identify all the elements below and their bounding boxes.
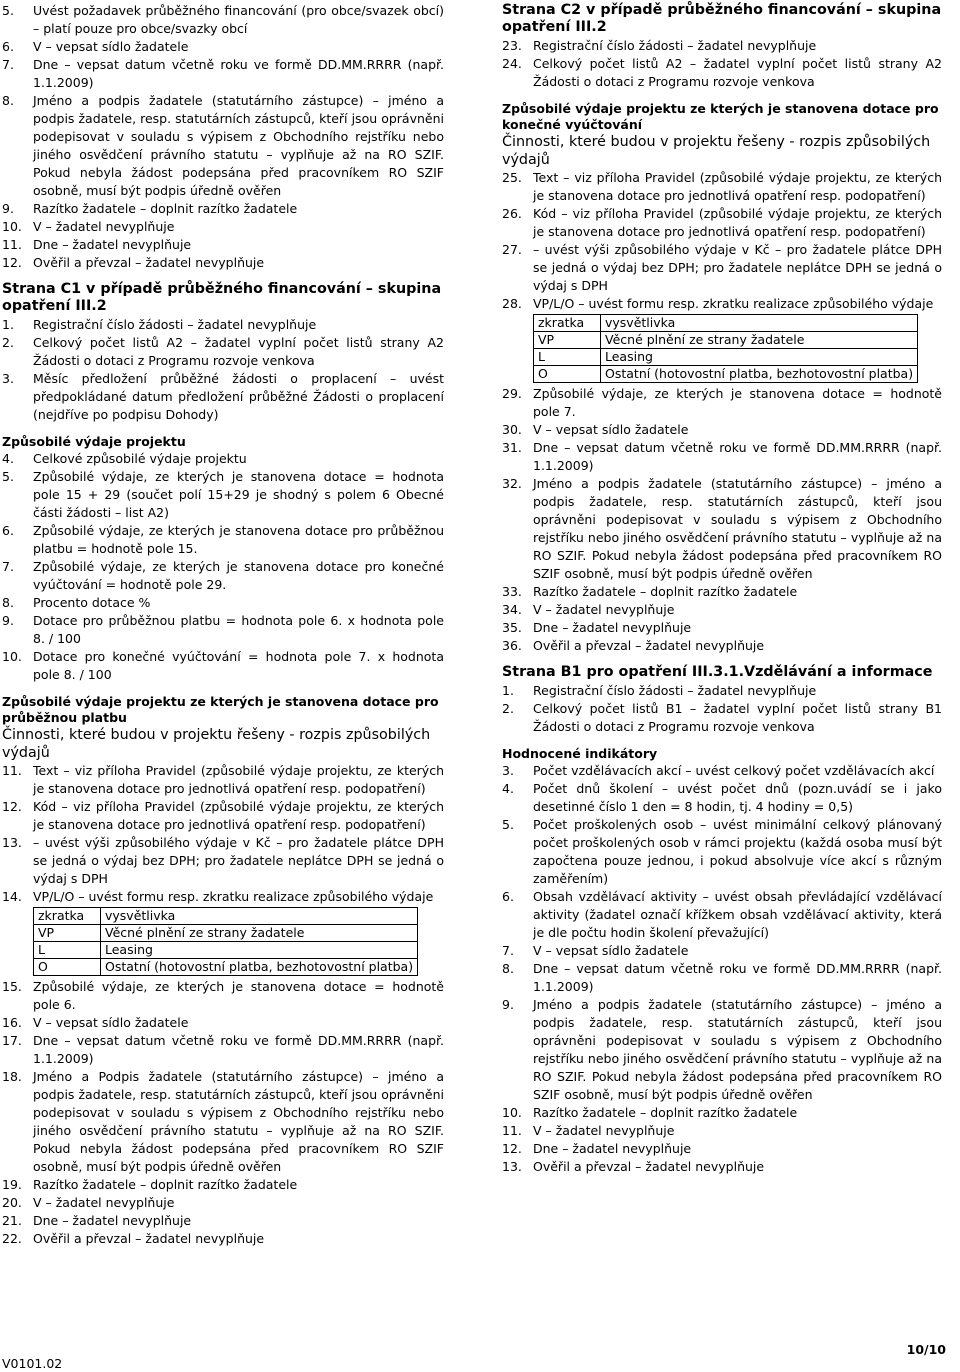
- item-number: 19.: [2, 1177, 22, 1192]
- table-cell: VP: [534, 332, 601, 349]
- item-number: 27.: [502, 242, 522, 257]
- item-text: Uvést požadavek průběžného financování (pro obce/svazek obcí) – platí pouze pro obce/svazky obcí: [33, 3, 444, 36]
- item-text: V – žadatel nevyplňuje: [33, 1195, 175, 1210]
- item-number: 12.: [2, 799, 22, 814]
- item-text: Dne – vepsat datum včetně roku ve formě DD.MM.RRRR (např. 1.1.2009): [533, 961, 942, 994]
- item-text: Razítko žadatele – doplnit razítko žadatele: [33, 201, 298, 216]
- item-number: 23.: [502, 38, 522, 53]
- list-item: [2, 1230, 444, 1248]
- item-number: 25.: [502, 170, 522, 185]
- item-text: Text – viz příloha Pravidel (způsobilé výdaje projektu, ze kterých je stanovena dotace pro jednotlivá opatření resp. podopatření): [533, 170, 942, 203]
- table-row: [534, 332, 918, 349]
- item-number: 10.: [2, 219, 22, 234]
- abbreviation-table: [533, 314, 918, 383]
- list-item: [2, 1176, 444, 1194]
- item-text: Jméno a podpis žadatele (statutárního zástupce) – jméno a podpis žadatele, resp. statutárních zástupců, kteří jsou oprávněni podepisovat v souladu s výpisem z Obchodního rejstříku nebo jiného osvědčení právního statutu – vyplňuje až na RO SZIF. Pokud nebyla žádost podepsána před pracovníkem RO SZIF osobně, musí být podpis úředně ověřen: [533, 476, 942, 581]
- list-item: [502, 439, 942, 475]
- list-item: [2, 594, 444, 612]
- item-text: V – žadatel nevyplňuje: [33, 219, 175, 234]
- item-number: 29.: [502, 386, 522, 401]
- item-text: V – žadatel nevyplňuje: [533, 602, 675, 617]
- item-number: 3.: [2, 371, 14, 386]
- list-item: [2, 1068, 444, 1176]
- list-item: [502, 583, 942, 601]
- list-item: [502, 421, 942, 439]
- item-number: 28.: [502, 296, 522, 311]
- item-number: 4.: [2, 451, 14, 466]
- item-text: Ověřil a převzal – žadatel nevyplňuje: [533, 638, 765, 653]
- list-item: [2, 798, 444, 834]
- subsection-heading: Způsobilé výdaje projektu ze kterých je stanovena dotace pro průběžnou platbu: [2, 694, 439, 725]
- section-heading: Strana C1 v případě průběžného financování – skupina opatření III.2: [2, 281, 442, 314]
- table-header-cell: zkratka: [34, 908, 101, 925]
- list-item: [2, 218, 444, 236]
- item-text: Celkový počet listů A2 – žadatel vyplní počet listů strany A2 Žádosti o dotaci z Programu rozvoje venkova: [533, 56, 942, 89]
- list-item: [502, 762, 942, 780]
- list-item: [502, 385, 942, 421]
- list-item: [502, 475, 942, 583]
- item-number: 11.: [2, 237, 22, 252]
- item-number: 18.: [2, 1069, 22, 1084]
- item-number: 13.: [502, 1159, 522, 1174]
- item-number: 8.: [2, 93, 14, 108]
- table-header-row: [34, 908, 418, 925]
- item-number: 10.: [502, 1105, 522, 1120]
- table-cell: Věcné plnění ze strany žadatele: [601, 332, 918, 349]
- item-number: 36.: [502, 638, 522, 653]
- list-item: [2, 1212, 444, 1230]
- item-number: 1.: [2, 317, 14, 332]
- item-number: 34.: [502, 602, 522, 617]
- item-number: 12.: [2, 255, 22, 270]
- item-text: Dne – žadatel nevyplňuje: [33, 237, 192, 252]
- list-item: [2, 2, 444, 38]
- table-header-cell: zkratka: [534, 315, 601, 332]
- item-number: 5.: [2, 3, 14, 18]
- table-row: [34, 942, 418, 959]
- list-item: [502, 601, 942, 619]
- item-text: Registrační číslo žádosti – žadatel nevyplňuje: [33, 317, 317, 332]
- item-text: Celkový počet listů A2 – žadatel vyplní počet listů strany A2 Žádosti o dotaci z Programu rozvoje venkova: [33, 335, 444, 368]
- item-text: Dne – žadatel nevyplňuje: [533, 1141, 692, 1156]
- item-number: 5.: [502, 817, 514, 832]
- item-number: 4.: [502, 781, 514, 796]
- list-item: [502, 996, 942, 1104]
- item-text: Jméno a podpis žadatele (statutárního zástupce) – jméno a podpis žadatele, resp. statutárních zástupců, kteří jsou oprávněni podepisovat v souladu s výpisem z Obchodního rejstříku nebo jiného osvědčení právního statutu – vyplňuje až na RO SZIF. Pokud nebyla žádost podepsána před pracovníkem RO SZIF osobně, musí být podpis úředně ověřen: [33, 93, 444, 198]
- table-header-row: [534, 315, 918, 332]
- list-item: [502, 1140, 942, 1158]
- item-number: 32.: [502, 476, 522, 491]
- item-text: Ověřil a převzal – žadatel nevyplňuje: [33, 255, 265, 270]
- item-text: Kód – viz příloha Pravidel (způsobilé výdaje projektu, ze kterých je stanovena dotace pro jednotlivá opatření resp. podopatření): [533, 206, 942, 239]
- item-text: Razítko žadatele – doplnit razítko žadatele: [533, 1105, 798, 1120]
- list-item: [2, 200, 444, 218]
- item-text: VP/L/O – uvést formu resp. zkratku realizace způsobilého výdaje: [33, 889, 434, 904]
- list-item: [502, 816, 942, 888]
- item-text: Razítko žadatele – doplnit razítko žadatele: [33, 1177, 298, 1192]
- version-label: V0101.02: [2, 1356, 63, 1371]
- table-row: [34, 925, 418, 942]
- list-item: [502, 205, 942, 241]
- table-cell: Ostatní (hotovostní platba, bezhotovostní platba): [601, 366, 918, 383]
- list-item: [502, 700, 942, 736]
- item-number: 26.: [502, 206, 522, 221]
- list-item: [2, 370, 444, 424]
- item-number: 11.: [2, 763, 22, 778]
- list-item: [2, 92, 444, 200]
- item-text: V – žadatel nevyplňuje: [533, 1123, 675, 1138]
- list-item: [2, 888, 444, 906]
- list-item: [2, 450, 444, 468]
- item-text: V – vepsat sídlo žadatele: [33, 1015, 189, 1030]
- item-text: – uvést výši způsobilého výdaje v Kč – pro žadatele plátce DPH se jedná o výdaj bez DPH; pro žadatele neplátce DPH se jedná o výdaj s DPH: [533, 242, 942, 293]
- list-item: [2, 522, 444, 558]
- item-text: Razítko žadatele – doplnit razítko žadatele: [533, 584, 798, 599]
- item-number: 22.: [2, 1231, 22, 1246]
- right-column: [502, 2, 942, 1176]
- item-number: 12.: [502, 1141, 522, 1156]
- table-cell: O: [34, 959, 101, 976]
- item-text: Měsíc předložení průběžné žádosti o proplacení – uvést předpokládané datum předložení průběžné Žádosti o proplacení (nejdříve po podpisu Dohody): [33, 371, 444, 422]
- item-text: Text – viz příloha Pravidel (způsobilé výdaje projektu, ze kterých je stanovena dotace pro jednotlivá opatření resp. podopatření): [33, 763, 444, 796]
- list-item: [2, 1014, 444, 1032]
- item-number: 9.: [2, 201, 14, 216]
- item-text: Registrační číslo žádosti – žadatel nevyplňuje: [533, 683, 817, 698]
- item-text: Způsobilé výdaje, ze kterých je stanovena dotace = hodnotě pole 6.: [33, 979, 444, 1012]
- item-text: Dotace pro konečné vyúčtování = hodnota pole 7. x hodnota pole 8. / 100: [33, 649, 444, 682]
- item-text: Dotace pro průběžnou platbu = hodnota pole 6. x hodnota pole 8. / 100: [33, 613, 444, 646]
- list-item: [2, 558, 444, 594]
- left-column: [2, 2, 444, 1248]
- list-item: [2, 468, 444, 522]
- list-item: [502, 1122, 942, 1140]
- list-item: [2, 236, 444, 254]
- list-item: [2, 254, 444, 272]
- list-item: [2, 316, 444, 334]
- item-text: Dne – vepsat datum včetně roku ve formě DD.MM.RRRR (např. 1.1.2009): [533, 440, 942, 473]
- subsection-heading: Způsobilé výdaje projektu: [2, 434, 186, 449]
- list-item: [502, 295, 942, 313]
- item-number: 7.: [2, 559, 14, 574]
- activities-heading: Činnosti, které budou v projektu řešeny - rozpis způsobilých výdajů: [2, 727, 431, 761]
- item-number: 8.: [2, 595, 14, 610]
- item-number: 31.: [502, 440, 522, 455]
- list-item: [502, 1104, 942, 1122]
- table-cell: Ostatní (hotovostní platba, bezhotovostní platba): [101, 959, 418, 976]
- list-item: [2, 648, 444, 684]
- item-number: 15.: [2, 979, 22, 994]
- abbreviation-table: [33, 907, 418, 976]
- item-number: 13.: [2, 835, 22, 850]
- list-item: [502, 37, 942, 55]
- list-item: [2, 1194, 444, 1212]
- section-heading: Strana B1 pro opatření III.3.1.Vzdělávání a informace: [502, 664, 933, 680]
- item-text: Způsobilé výdaje, ze kterých je stanovena dotace pro konečné vyúčtování = hodnotě pole 29.: [33, 559, 444, 592]
- list-item: [2, 56, 444, 92]
- item-text: Způsobilé výdaje, ze kterých je stanovena dotace = hodnotě pole 7.: [533, 386, 942, 419]
- list-item: [502, 169, 942, 205]
- item-number: 6.: [502, 889, 514, 904]
- item-number: 21.: [2, 1213, 22, 1228]
- item-number: 2.: [502, 701, 514, 716]
- item-number: 33.: [502, 584, 522, 599]
- list-item: [2, 762, 444, 798]
- list-item: [502, 960, 942, 996]
- table-cell: Leasing: [101, 942, 418, 959]
- table-cell: L: [34, 942, 101, 959]
- item-text: Jméno a Podpis žadatele (statutárního zástupce) – jméno a podpis žadatele, resp. statutárních zástupců, kteří jsou oprávněni podepisovat v souladu s výpisem z Obchodního rejstříku nebo jiného osvědčení právního statutu – vyplňuje až na RO SZIF. Pokud nebyla žádost podepsána před pracovníkem RO SZIF osobně, musí být podpis úředně ověřen: [33, 1069, 444, 1174]
- activities-heading: Činnosti, které budou v projektu řešeny - rozpis způsobilých výdajů: [502, 134, 931, 168]
- item-text: V – vepsat sídlo žadatele: [33, 39, 189, 54]
- item-number: 5.: [2, 469, 14, 484]
- list-item: [502, 55, 942, 91]
- item-number: 7.: [2, 57, 14, 72]
- item-text: VP/L/O – uvést formu resp. zkratku realizace způsobilého výdaje: [533, 296, 934, 311]
- item-number: 6.: [2, 523, 14, 538]
- table-header-cell: vysvětlivka: [101, 908, 418, 925]
- item-text: Počet proškolených osob – uvést minimální celkový plánovaný počet proškolených osob v rámci projektu (každá osoba musí být započtena pouze jednou, i pokud absolvuje více akcí s různým zaměřením): [533, 817, 942, 886]
- page-number: 10/10: [906, 1342, 946, 1357]
- list-item: [502, 637, 942, 655]
- list-item: [502, 1158, 942, 1176]
- item-text: V – vepsat sídlo žadatele: [533, 422, 689, 437]
- list-item: [2, 834, 444, 888]
- item-number: 10.: [2, 649, 22, 664]
- list-item: [502, 942, 942, 960]
- item-text: Dne – žadatel nevyplňuje: [533, 620, 692, 635]
- item-number: 9.: [502, 997, 514, 1012]
- list-item: [502, 682, 942, 700]
- item-number: 3.: [502, 763, 514, 778]
- list-item: [2, 1032, 444, 1068]
- item-number: 24.: [502, 56, 522, 71]
- table-cell: L: [534, 349, 601, 366]
- item-number: 16.: [2, 1015, 22, 1030]
- table-cell: VP: [34, 925, 101, 942]
- item-text: Kód – viz příloha Pravidel (způsobilé výdaje projektu, ze kterých je stanovena dotace pro jednotlivá opatření resp. podopatření): [33, 799, 444, 832]
- item-text: Celkový počet listů B1 – žadatel vyplní počet listů strany B1 Žádosti o dotaci z Programu rozvoje venkova: [533, 701, 942, 734]
- subsection-heading: Způsobilé výdaje projektu ze kterých je stanovena dotace pro konečné vyúčtování: [502, 101, 939, 132]
- item-text: Způsobilé výdaje, ze kterých je stanovena dotace pro průběžnou platbu = hodnotě pole 15.: [33, 523, 444, 556]
- item-text: Počet vzdělávacích akcí – uvést celkový počet vzdělávacích akcí: [533, 763, 935, 778]
- item-number: 2.: [2, 335, 14, 350]
- list-item: [2, 978, 444, 1014]
- section-heading: Strana C2 v případě průběžného financování – skupina opatření III.2: [502, 2, 942, 35]
- item-number: 7.: [502, 943, 514, 958]
- item-text: Procento dotace %: [33, 595, 151, 610]
- table-row: [534, 349, 918, 366]
- item-text: Registrační číslo žádosti – žadatel nevyplňuje: [533, 38, 817, 53]
- item-number: 30.: [502, 422, 522, 437]
- item-number: 35.: [502, 620, 522, 635]
- table-row: [534, 366, 918, 383]
- list-item: [502, 619, 942, 637]
- table-header-cell: vysvětlivka: [601, 315, 918, 332]
- subsection-heading: Hodnocené indikátory: [502, 746, 658, 761]
- list-item: [502, 780, 942, 816]
- item-text: Obsah vzdělávací aktivity – uvést obsah převládající vzdělávací aktivity (žadatel označí křížkem obsah vzdělávací aktivity, která je dle počtu hodin školení převažující): [533, 889, 942, 940]
- item-number: 11.: [502, 1123, 522, 1138]
- item-text: Celkové způsobilé výdaje projektu: [33, 451, 247, 466]
- item-text: Ověřil a převzal – žadatel nevyplňuje: [33, 1231, 265, 1246]
- item-text: Dne – vepsat datum včetně roku ve formě DD.MM.RRRR (např. 1.1.2009): [33, 57, 444, 90]
- item-text: Způsobilé výdaje, ze kterých je stanovena dotace = hodnota pole 15 + 29 (součet polí 15+29 je shodný s polem 6 Obecné části žádosti – list A2): [33, 469, 444, 520]
- item-number: 17.: [2, 1033, 22, 1048]
- item-text: Dne – žadatel nevyplňuje: [33, 1213, 192, 1228]
- item-text: V – vepsat sídlo žadatele: [533, 943, 689, 958]
- item-text: Dne – vepsat datum včetně roku ve formě DD.MM.RRRR (např. 1.1.2009): [33, 1033, 444, 1066]
- item-text: – uvést výši způsobilého výdaje v Kč – pro žadatele plátce DPH se jedná o výdaj bez DPH; pro žadatele neplátce DPH se jedná o výdaj s DPH: [33, 835, 444, 886]
- item-number: 8.: [502, 961, 514, 976]
- item-number: 9.: [2, 613, 14, 628]
- list-item: [2, 38, 444, 56]
- item-number: 6.: [2, 39, 14, 54]
- item-text: Jméno a podpis žadatele (statutárního zástupce) – jméno a podpis žadatele, resp. statutárních zástupců, kteří jsou oprávněni podepisovat v souladu s výpisem z Obchodního rejstříku nebo jiného osvědčení právního statutu – vyplňuje až na RO SZIF. Pokud nebyla žádost podepsána před pracovníkem RO SZIF osobně, musí být podpis úředně ověřen: [533, 997, 942, 1102]
- list-item: [2, 334, 444, 370]
- list-item: [502, 241, 942, 295]
- table-row: [34, 959, 418, 976]
- item-number: 20.: [2, 1195, 22, 1210]
- item-number: 14.: [2, 889, 22, 904]
- list-item: [2, 612, 444, 648]
- item-number: 1.: [502, 683, 514, 698]
- table-cell: Věcné plnění ze strany žadatele: [101, 925, 418, 942]
- table-cell: Leasing: [601, 349, 918, 366]
- list-item: [502, 888, 942, 942]
- item-text: Ověřil a převzal – žadatel nevyplňuje: [533, 1159, 765, 1174]
- item-text: Počet dnů školení – uvést počet dnů (pozn.uvádí se i jako desetinné číslo 1 den = 8 hodin, tj. 4 hodiny = 0,5): [533, 781, 942, 814]
- table-cell: O: [534, 366, 601, 383]
